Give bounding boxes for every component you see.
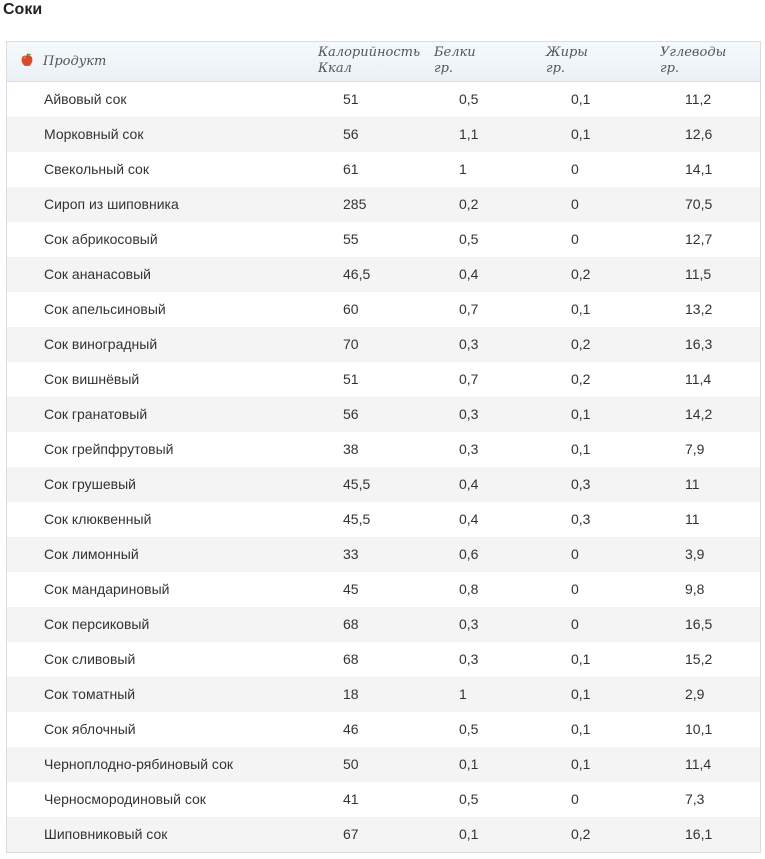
cell-fat: 0,1 (571, 441, 591, 457)
table-row (7, 152, 760, 187)
cell-product: Сок виноградный (44, 336, 158, 352)
table-row (7, 397, 760, 432)
table-row (7, 82, 760, 117)
table-body (7, 82, 760, 852)
table-row (7, 222, 760, 257)
cell-product: Сироп из шиповника (44, 196, 179, 212)
cell-calories: 45,5 (343, 476, 371, 492)
cell-calories: 285 (343, 196, 367, 212)
cell-protein: 0,1 (459, 826, 479, 842)
cell-product: Сок ананасовый (44, 266, 151, 282)
header-carbs-label: Углеводы (660, 45, 727, 60)
header-protein-label: Белки (434, 45, 476, 60)
cell-protein: 0,4 (459, 511, 479, 527)
cell-calories: 67 (343, 826, 359, 842)
cell-carbs: 3,9 (685, 546, 705, 562)
cell-carbs: 13,2 (685, 301, 713, 317)
cell-protein: 0,8 (459, 581, 479, 597)
cell-product: Черносмородиновый сок (44, 791, 206, 807)
cell-calories: 56 (343, 406, 359, 422)
cell-product: Черноплодно-рябиновый сок (44, 756, 233, 772)
cell-carbs: 11,4 (685, 756, 712, 772)
cell-product: Сок вишнёвый (44, 371, 140, 387)
table-row (7, 537, 760, 572)
cell-calories: 55 (343, 231, 359, 247)
cell-carbs: 16,5 (685, 616, 713, 632)
cell-protein: 0,7 (459, 371, 479, 387)
header-protein (434, 45, 476, 77)
cell-carbs: 11,5 (685, 266, 712, 282)
table-row (7, 362, 760, 397)
cell-fat: 0 (571, 581, 579, 597)
cell-carbs: 10,1 (685, 721, 713, 737)
cell-protein: 0,1 (459, 756, 479, 772)
table-row (7, 432, 760, 467)
cell-carbs: 14,2 (685, 406, 713, 422)
cell-product: Сок томатный (44, 686, 136, 702)
cell-protein: 0,3 (459, 616, 479, 632)
table-row (7, 747, 760, 782)
cell-carbs: 12,6 (685, 126, 713, 142)
cell-protein: 0,5 (459, 791, 479, 807)
table-row (7, 782, 760, 817)
cell-product: Сок клюквенный (44, 511, 152, 527)
cell-carbs: 11 (685, 476, 700, 492)
header-fat-label: Жиры (546, 45, 588, 60)
cell-product: Айвовый сок (44, 91, 127, 107)
cell-calories: 60 (343, 301, 359, 317)
header-calories-label: Калорийность (318, 45, 421, 60)
cell-protein: 0,3 (459, 336, 479, 352)
header-fat-unit: гр. (546, 61, 566, 76)
table-row (7, 817, 760, 852)
cell-protein: 0,6 (459, 546, 479, 562)
cell-carbs: 16,1 (685, 826, 713, 842)
cell-calories: 18 (343, 686, 359, 702)
header-carbs-unit: гр. (660, 61, 680, 76)
cell-fat: 0,2 (571, 371, 591, 387)
header-calories-unit: Ккал (318, 61, 352, 76)
cell-fat: 0,3 (571, 476, 591, 492)
cell-protein: 0,4 (459, 266, 479, 282)
cell-fat: 0,1 (571, 301, 591, 317)
table-row (7, 502, 760, 537)
cell-carbs: 16,3 (685, 336, 713, 352)
cell-fat: 0,1 (571, 126, 591, 142)
table-row (7, 572, 760, 607)
cell-carbs: 11,4 (685, 371, 712, 387)
cell-protein: 0,3 (459, 406, 479, 422)
cell-calories: 46,5 (343, 266, 371, 282)
cell-fat: 0 (571, 546, 579, 562)
cell-calories: 51 (343, 91, 359, 107)
cell-product: Сок апельсиновый (44, 301, 166, 317)
cell-fat: 0,1 (571, 651, 591, 667)
cell-fat: 0,3 (571, 511, 591, 527)
cell-calories: 56 (343, 126, 359, 142)
header-product: Продукт (43, 54, 107, 69)
cell-carbs: 7,9 (685, 441, 705, 457)
cell-protein: 0,5 (459, 91, 479, 107)
header-fat (546, 45, 588, 77)
cell-fat: 0,2 (571, 266, 591, 282)
cell-fat: 0,2 (571, 826, 591, 842)
table-row (7, 117, 760, 152)
cell-carbs: 14,1 (685, 161, 713, 177)
cell-fat: 0 (571, 791, 579, 807)
cell-product: Сок грушевый (44, 476, 136, 492)
cell-carbs: 15,2 (685, 651, 713, 667)
cell-calories: 45,5 (343, 511, 371, 527)
cell-carbs: 11 (685, 511, 700, 527)
cell-fat: 0,1 (571, 406, 591, 422)
table-row (7, 642, 760, 677)
cell-calories: 41 (343, 791, 359, 807)
table-row (7, 327, 760, 362)
cell-calories: 68 (343, 651, 359, 667)
table-row (7, 607, 760, 642)
cell-carbs: 2,9 (685, 686, 705, 702)
cell-protein: 0,7 (459, 301, 479, 317)
cell-fat: 0 (571, 616, 579, 632)
cell-fat: 0,2 (571, 336, 591, 352)
cell-fat: 0,1 (571, 686, 591, 702)
cell-product: Сок гранатовый (44, 406, 148, 422)
cell-carbs: 70,5 (685, 196, 713, 212)
cell-fat: 0,1 (571, 756, 591, 772)
cell-protein: 0,3 (459, 441, 479, 457)
cell-protein: 0,3 (459, 651, 479, 667)
cell-product: Сок сливовый (44, 651, 136, 667)
cell-fat: 0 (571, 231, 579, 247)
cell-fat: 0,1 (571, 721, 591, 737)
cell-protein: 0,2 (459, 196, 479, 212)
cell-fat: 0 (571, 161, 579, 177)
cell-protein: 1 (459, 686, 467, 702)
cell-calories: 46 (343, 721, 359, 737)
table-row (7, 187, 760, 222)
cell-protein: 1 (459, 161, 467, 177)
cell-calories: 51 (343, 371, 359, 387)
header-protein-unit: гр. (434, 61, 454, 76)
cell-calories: 70 (343, 336, 359, 352)
cell-product: Морковный сок (44, 126, 144, 142)
cell-protein: 0,5 (459, 721, 479, 737)
nutrition-table (6, 41, 761, 853)
cell-carbs: 7,3 (685, 791, 705, 807)
cell-protein: 0,5 (459, 231, 479, 247)
cell-protein: 1,1 (459, 126, 479, 142)
apple-icon (20, 53, 34, 67)
cell-calories: 45 (343, 581, 359, 597)
header-calories (318, 45, 420, 77)
cell-protein: 0,4 (459, 476, 479, 492)
cell-product: Свекольный сок (44, 161, 149, 177)
cell-calories: 33 (343, 546, 359, 562)
table-row (7, 712, 760, 747)
cell-product: Шиповниковый сок (44, 826, 168, 842)
cell-calories: 61 (343, 161, 359, 177)
cell-product: Сок яблочный (44, 721, 136, 737)
cell-carbs: 12,7 (685, 231, 713, 247)
cell-carbs: 9,8 (685, 581, 705, 597)
header-carbs (660, 45, 726, 77)
cell-fat: 0,1 (571, 91, 591, 107)
page-title: Соки (3, 1, 43, 18)
table-row (7, 292, 760, 327)
cell-product: Сок абрикосовый (44, 231, 158, 247)
table-row (7, 467, 760, 502)
cell-calories: 50 (343, 756, 359, 772)
table-row (7, 257, 760, 292)
cell-fat: 0 (571, 196, 579, 212)
cell-product: Сок грейпфрутовый (44, 441, 174, 457)
cell-calories: 38 (343, 441, 359, 457)
cell-product: Сок персиковый (44, 616, 150, 632)
cell-carbs: 11,2 (685, 91, 712, 107)
cell-product: Сок лимонный (44, 546, 139, 562)
cell-product: Сок мандариновый (44, 581, 170, 597)
table-row (7, 677, 760, 712)
cell-calories: 68 (343, 616, 359, 632)
table-header (7, 42, 760, 82)
